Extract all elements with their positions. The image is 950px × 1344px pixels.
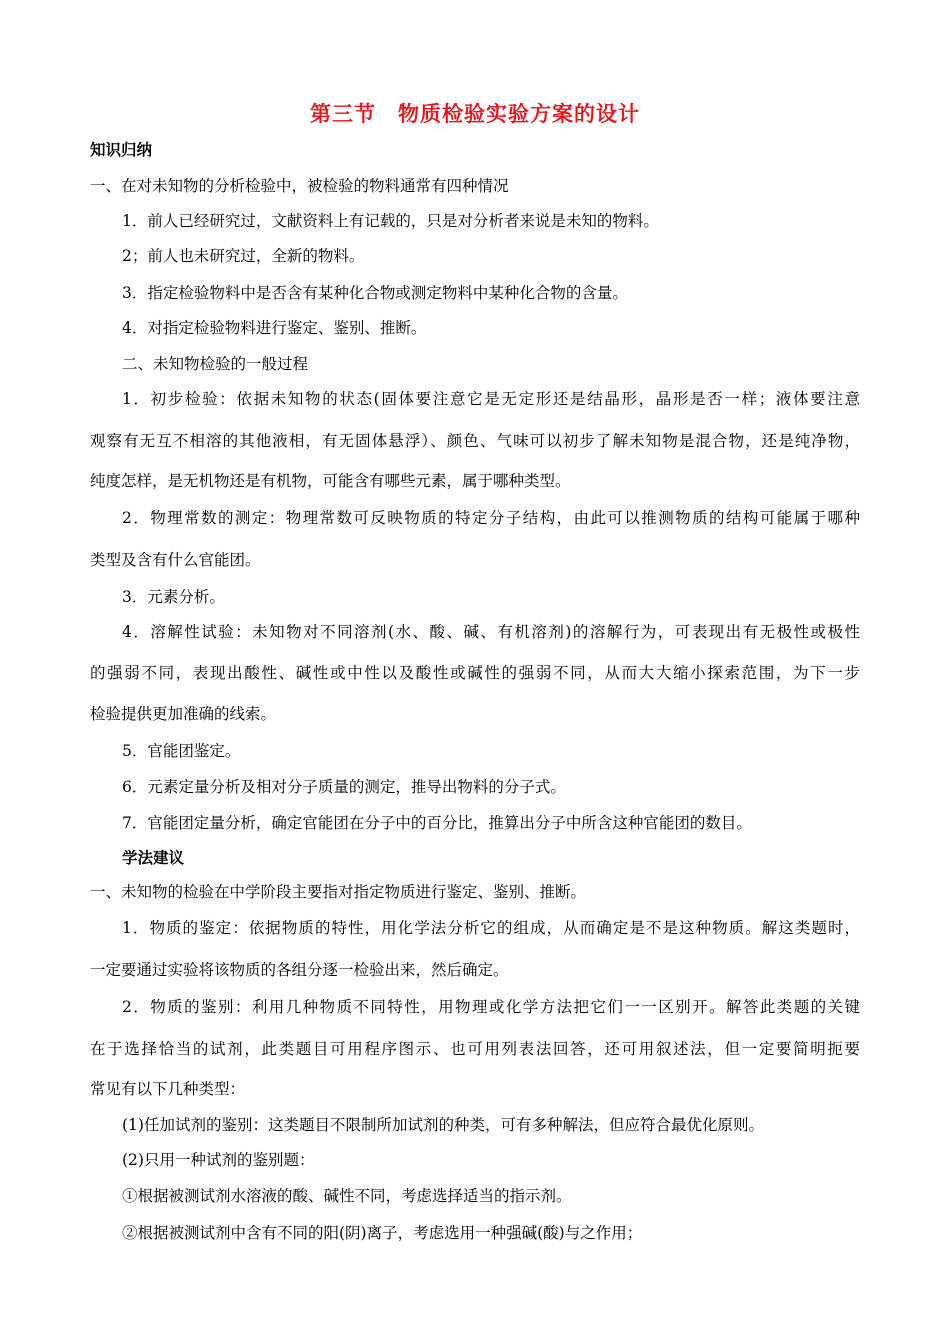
paragraph-line: 1．前人已经研究过，文献资料上有记载的，只是对分析者来说是未知的物料。 bbox=[122, 212, 659, 230]
paragraph-line: 纯度怎样，是无机物还是有机物，可能含有哪些元素，属于哪种类型。 bbox=[90, 472, 571, 490]
paragraph-line: 1．初步检验：依据未知物的状态(固体要注意它是无定形还是结晶形，晶形是否一样；液体要注意 bbox=[122, 390, 860, 408]
section-heading-study-tips: 学法建议 bbox=[122, 849, 185, 867]
paragraph-line: 2．物理常数的测定：物理常数可反映物质的特定分子结构，由此可以推测物质的结构可能属于哪种 bbox=[122, 509, 860, 527]
paragraph-line: 的强弱不同，表现出酸性、碱性或中性以及酸性或碱性的强弱不同，从而大大缩小探索范围，为下一步 bbox=[90, 664, 860, 682]
paragraph-line: 一定要通过实验将该物质的各组分逐一检验出来，然后确定。 bbox=[90, 961, 509, 979]
paragraph-line: 在于选择恰当的试剂，此类题目可用程序图示、也可用列表法回答，还可用叙述法，但一定要简明扼要 bbox=[90, 1040, 860, 1058]
section-heading-knowledge: 知识归纳 bbox=[90, 141, 153, 159]
paragraph-line: ①根据被测试剂水溶液的酸、碱性不同，考虑选择适当的指示剂。 bbox=[122, 1187, 572, 1205]
paragraph-line: (2)只用一种试剂的鉴别题： bbox=[122, 1151, 315, 1169]
paragraph-line: 常见有以下几种类型： bbox=[90, 1080, 246, 1098]
paragraph-line: 4．溶解性试验：未知物对不同溶剂(水、酸、碱、有机溶剂)的溶解行为，可表现出有无极性或极性 bbox=[122, 623, 860, 641]
paragraph-line: 3．指定检验物料中是否含有某种化合物或测定物料中某种化合物的含量。 bbox=[122, 284, 628, 302]
paragraph-line: 3．元素分析。 bbox=[122, 588, 225, 606]
paragraph-line: 观察有无互不相溶的其他液相，有无固体悬浮）、颜色、气味可以初步了解未知物是混合物，还是纯净物， bbox=[90, 432, 860, 450]
paragraph-line: 2．物质的鉴别：利用几种物质不同特性，用物理或化学方法把它们一一区别开。解答此类题的关键 bbox=[122, 998, 860, 1016]
paragraph-line: 5．官能团鉴定。 bbox=[122, 742, 241, 760]
paragraph-line: 一、未知物的检验在中学阶段主要指对指定物质进行鉴定、鉴别、推断。 bbox=[90, 883, 587, 901]
paragraph-line: (1)任加试剂的鉴别：这类题目不限制所加试剂的种类，可有多种解法，但应符合最优化原则。 bbox=[122, 1116, 764, 1134]
paragraph-line: 类型及含有什么官能团。 bbox=[90, 551, 261, 569]
paragraph-line: 4．对指定检验物料进行鉴定、鉴别、推断。 bbox=[122, 319, 427, 337]
paragraph-line: 2；前人也未研究过，全新的物料。 bbox=[122, 247, 365, 265]
paragraph-line: 6．元素定量分析及相对分子质量的测定，推导出物料的分子式。 bbox=[122, 778, 566, 796]
paragraph-line: ②根据被测试剂中含有不同的阳(阴)离子，考虑选用一种强碱(酸)与之作用； bbox=[122, 1224, 643, 1242]
paragraph-line: 1．物质的鉴定：依据物质的特性，用化学法分析它的组成，从而确定是不是这种物质。解这类题时， bbox=[122, 919, 860, 937]
paragraph-line: 二、未知物检验的一般过程 bbox=[122, 355, 309, 373]
page-title: 第三节 物质检验实验方案的设计 bbox=[310, 102, 640, 126]
paragraph-line: 7．官能团定量分析，确定官能团在分子中的百分比，推算出分子中所含这种官能团的数目。 bbox=[122, 814, 752, 832]
paragraph-line: 一、在对未知物的分析检验中，被检验的物料通常有四种情况 bbox=[90, 177, 509, 195]
paragraph-line: 检验提供更加准确的线索。 bbox=[90, 705, 277, 723]
